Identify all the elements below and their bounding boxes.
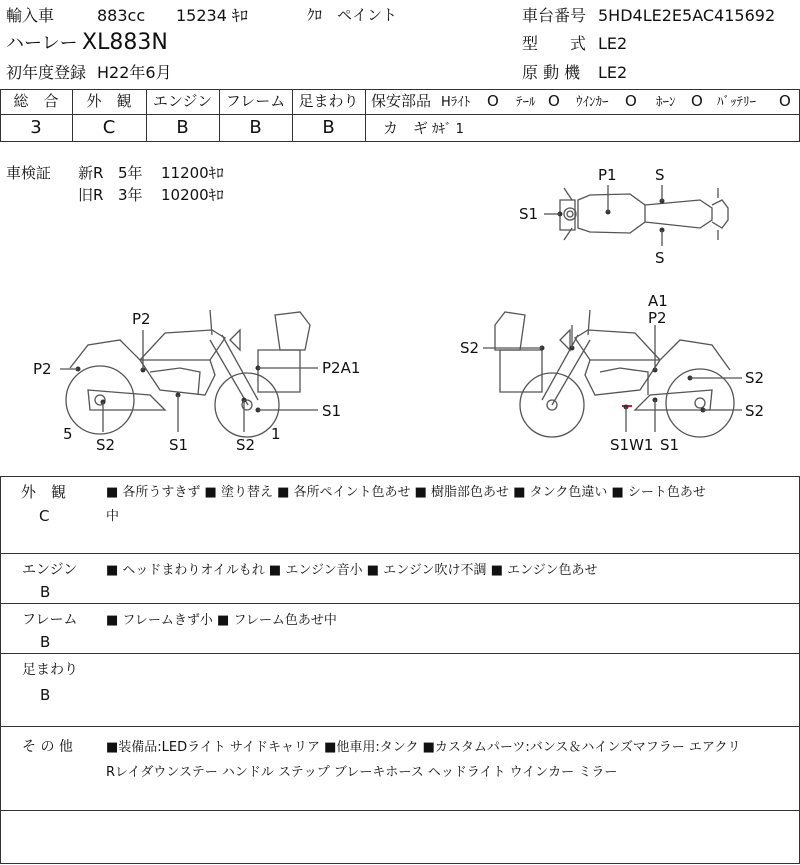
remarks-grade-suspension: B [40, 686, 51, 704]
diagram-label: 1 [271, 425, 281, 443]
remarks-label-frame: フレーム [22, 612, 78, 628]
diagram-label: P2 [132, 310, 151, 328]
safety-mark-battery: O [779, 92, 791, 110]
diagram-label: S1 [169, 436, 189, 454]
engine-model-label: 原 動 機 [522, 63, 581, 82]
first-registration-value: H22年6月 [97, 63, 172, 82]
import-label: 輸入車 [6, 6, 55, 25]
diagram-label: S1 [519, 205, 539, 223]
engine-model-value: LE2 [598, 63, 628, 82]
key-label: カ ギ [383, 119, 429, 137]
safety-item-winker: ｳｲﾝｶｰ [576, 95, 609, 110]
remarks-divider [0, 603, 800, 604]
frame-number: 5HD4LE2E5AC415692 [598, 6, 776, 25]
safety-item-tail: ﾃｰﾙ [516, 95, 536, 110]
remarks-text-other-cont: Rレイダウンステー ハンドル ステップ ブレーキホース ヘッドライト ウインカー ミラー [106, 765, 618, 780]
diagram-label: S2 [236, 436, 256, 454]
inspection-new-years: 5年 [118, 164, 143, 182]
safety-mark-headlight: O [487, 92, 499, 110]
top-view-motorcycle [544, 185, 728, 246]
remarks-divider [0, 810, 800, 811]
remarks-text-engine: ■ ヘッドまわりオイルもれ ■ エンジン音小 ■ エンジン吹け不調 ■ エンジン色あせ [106, 563, 598, 578]
safety-mark-winker: O [625, 92, 637, 110]
remarks-text-exterior-cont: 中 [106, 509, 120, 524]
safety-mark-horn: O [691, 92, 703, 110]
diagram-label: P1 [598, 166, 617, 184]
frame-number-label: 車台番号 [522, 6, 587, 25]
remarks-text-frame: ■ フレームきず小 ■ フレーム色あせ中 [106, 613, 337, 628]
inspection-old-years: 3年 [118, 186, 143, 204]
diagram-label: P2 [648, 309, 667, 327]
remarks-grade-frame: B [40, 633, 51, 651]
inspection-old-km: 10200ｷﾛ [161, 186, 224, 204]
diagram-label: S2 [96, 436, 116, 454]
grade-exterior: C [102, 117, 116, 138]
left-side-view-motorcycle [60, 310, 318, 437]
diagram-label: S2 [460, 339, 480, 357]
grade-header-frame: フレーム [225, 92, 286, 110]
inspection-label: 車検証 [6, 164, 52, 182]
remarks-top-border [0, 476, 800, 477]
remarks-label-suspension: 足まわり [22, 662, 78, 678]
grade-header-overall: 総 合 [13, 92, 59, 110]
grade-frame: B [249, 117, 262, 138]
diagram-label: S2 [745, 369, 765, 387]
diagram-label: S1 [660, 436, 680, 454]
diagram-label: S [655, 166, 665, 184]
grade-suspension: B [322, 117, 335, 138]
diagram-label: S1 [322, 402, 342, 420]
remarks-bottom-border [0, 863, 800, 864]
diagram-label: 5 [63, 425, 73, 443]
grade-header-exterior: 外 観 [86, 92, 132, 110]
diagram-label: P2A1 [322, 359, 361, 377]
type-label: 型 式 [522, 34, 587, 53]
remarks-divider [0, 553, 800, 554]
diagram-label: A1 [648, 292, 668, 310]
inspection-old-label: 旧R [78, 186, 104, 204]
grade-engine: B [176, 117, 189, 138]
safety-parts-label: 保安部品 [371, 92, 432, 110]
maker-name: ハーレー [6, 33, 78, 54]
mileage: 15234 ｷﾛ [176, 6, 248, 25]
diagram-label: S2 [745, 402, 765, 420]
diagram-label: S [655, 249, 665, 267]
diagram-label: S1W1 [610, 436, 654, 454]
diagram-label: P2 [33, 360, 52, 378]
model-name: XL883N [82, 30, 168, 55]
remarks-text-other: ■装備品:LEDライト サイドキャリア ■他車用:タンク ■カスタムパーツ:バンス＆ハインズマフラー エアクリ [106, 740, 741, 755]
grade-header-suspension: 足まわり [298, 92, 359, 110]
remarks-text-exterior: ■ 各所うすきず ■ 塗り替え ■ 各所ペイント色あせ ■ 樹脂部色あせ ■ タンク色違い ■ シート色あせ [106, 485, 706, 500]
grade-overall: 3 [30, 117, 42, 138]
safety-mark-tail: O [548, 92, 560, 110]
key-value: ｶｷﾞ 1 [432, 122, 464, 137]
remarks-divider [0, 653, 800, 654]
remarks-label-engine: エンジン [22, 562, 78, 578]
remarks-label-other: そ の 他 [22, 739, 73, 755]
inspection-new-km: 11200ｷﾛ [161, 164, 224, 182]
type-value: LE2 [598, 34, 628, 53]
displacement: 883cc [97, 6, 146, 25]
grade-header-engine: エンジン [152, 92, 213, 110]
remarks-left-border [0, 476, 1, 864]
first-registration-label: 初年度登録 [6, 63, 87, 82]
safety-item-battery: ﾊﾞｯﾃﾘｰ [717, 95, 756, 110]
color: ｸﾛ ペイント [307, 6, 398, 24]
remarks-grade-engine: B [40, 583, 51, 601]
right-side-view-motorcycle [483, 310, 742, 437]
inspection-new-label: 新R [78, 164, 104, 182]
safety-item-horn: ﾎｰﾝ [656, 95, 676, 110]
remarks-divider [0, 726, 800, 727]
remarks-grade-exterior: C [39, 507, 50, 525]
remarks-label-exterior: 外 観 [21, 483, 67, 501]
safety-item-headlight: Hﾗｲﾄ [441, 95, 471, 110]
